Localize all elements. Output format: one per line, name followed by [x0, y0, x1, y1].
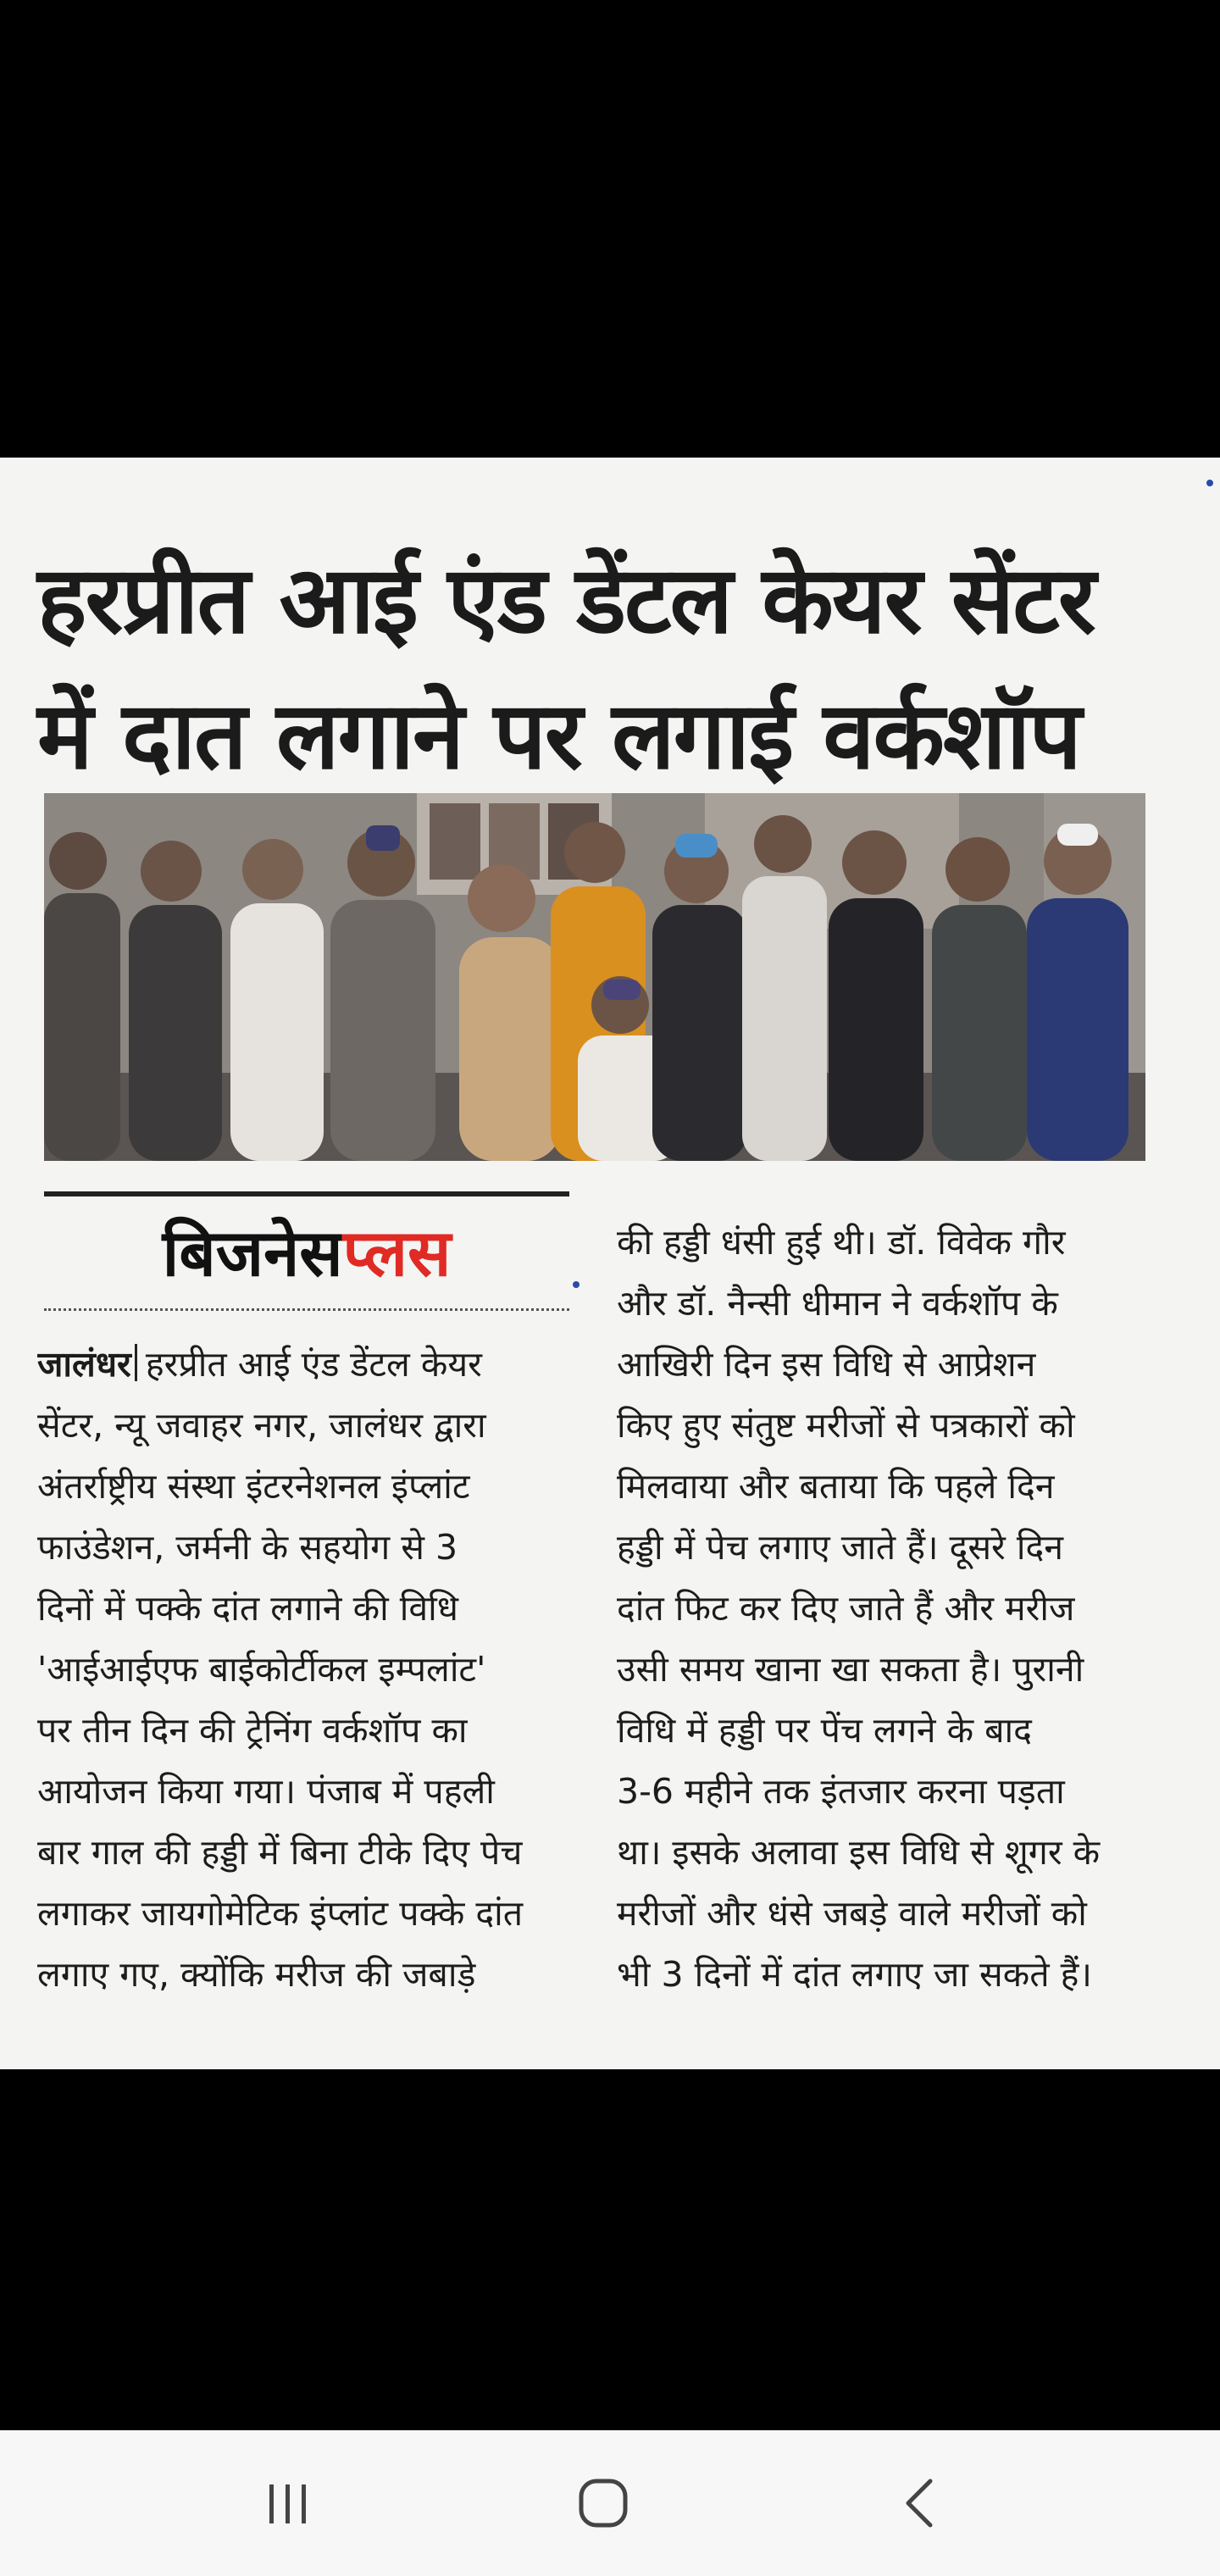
- column-tag-primary: बिजनेस: [162, 1215, 343, 1291]
- column-tag-dotted-rule: [44, 1308, 569, 1311]
- article-line: उसी समय खाना खा सकता है। पुरानी: [617, 1649, 1084, 1690]
- article-line: था। इसके अलावा इस विधि से शूगर के: [617, 1832, 1101, 1873]
- article-line: 'आईआईएफ बाईकोर्टीकल इम्पलांट': [37, 1649, 486, 1690]
- column-tag-top-rule: [44, 1191, 569, 1196]
- article-line: मिलवाया और बताया कि पहले दिन: [617, 1466, 1055, 1507]
- article-line: 3-6 महीने तक इंतजार करना पड़ता: [617, 1771, 1065, 1812]
- article-dateline: जालंधर: [37, 1344, 131, 1385]
- article-line: की हड्डी धंसी हुई थी। डॉ. विवेक गौर: [617, 1222, 1066, 1263]
- article-line: लगाकर जायगोमेटिक इंप्लांट पक्के दांत: [37, 1893, 524, 1934]
- recent-apps-button[interactable]: [246, 2461, 330, 2545]
- column-tag-accent: प्लस: [342, 1215, 452, 1291]
- article-line: सेंटर, न्यू जवाहर नगर, जालंधर द्वारा: [37, 1405, 486, 1446]
- article-line: बार गाल की हड्डी में बिना टीके दिए पेच: [37, 1832, 523, 1873]
- article-right-column: [617, 1212, 1149, 2005]
- article-line: फाउंडेशन, जर्मनी के सहयोग से 3: [37, 1527, 458, 1568]
- article-line: पर तीन दिन की ट्रेनिंग वर्कशॉप का: [37, 1710, 468, 1751]
- article-line: आयोजन किया गया। पंजाब में पहली: [37, 1771, 495, 1812]
- article-line: मरीजों और धंसे जबड़े वाले मरीजों को: [617, 1893, 1087, 1934]
- article-line: और डॉ. नैन्सी धीमान ने वर्कशॉप के: [617, 1283, 1058, 1324]
- article-line: आखिरी दिन इस विधि से आप्रेशन: [617, 1344, 1036, 1385]
- article-line: लगाए गए, क्योंकि मरीज की जबाड़े: [37, 1954, 476, 1995]
- dateline-divider: [135, 1344, 137, 1381]
- headline-line-2: में दात लगाने पर लगाई वर्कशॉप: [37, 681, 1080, 790]
- system-navigation-bar: [0, 2430, 1220, 2576]
- article-line-text: हरप्रीत आई एंड डेंटल केयर: [145, 1344, 482, 1385]
- article-left-column: [37, 1334, 569, 2005]
- home-icon: [561, 2461, 646, 2545]
- back-icon: [878, 2461, 962, 2545]
- article-line: दांत फिट कर दिए जाते हैं और मरीज: [617, 1588, 1075, 1629]
- home-button[interactable]: [561, 2461, 646, 2545]
- article-line: [37, 1334, 569, 1395]
- article-line: हड्डी में पेच लगाए जाते हैं। दूसरे दिन: [617, 1527, 1063, 1568]
- article-line: अंतर्राष्ट्रीय संस्था इंटरनेशनल इंप्लांट: [37, 1466, 470, 1507]
- group-photo: [44, 793, 1145, 1161]
- print-speck: [1206, 480, 1213, 486]
- article-headline: [37, 532, 1164, 803]
- column-tag: [44, 1207, 569, 1300]
- newspaper-clipping: [0, 458, 1220, 2069]
- article-line: भी 3 दिनों में दांत लगाए जा सकते हैं।: [617, 1954, 1092, 1995]
- print-speck: [573, 1281, 580, 1288]
- group-photo-illustration: [44, 793, 1145, 1161]
- article-line: विधि में हड्डी पर पेंच लगने के बाद: [617, 1710, 1032, 1751]
- back-button[interactable]: [878, 2461, 962, 2545]
- recent-apps-icon: [246, 2461, 330, 2545]
- article-line: किए हुए संतुष्ट मरीजों से पत्रकारों को: [617, 1405, 1075, 1446]
- headline-line-1: हरप्रीत आई एंड डेंटल केयर सेंटर: [37, 546, 1095, 654]
- article-line: दिनों में पक्के दांत लगाने की विधि: [37, 1588, 458, 1629]
